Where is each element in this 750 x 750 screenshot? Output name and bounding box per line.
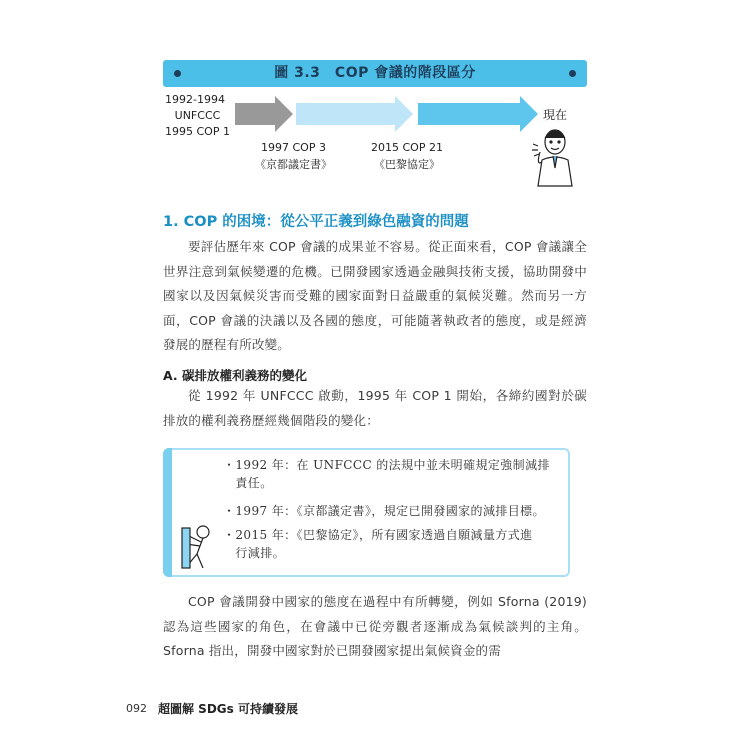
page-number: 092 bbox=[126, 702, 147, 715]
timeline-cop3-year: 1997 COP 3 bbox=[261, 141, 326, 154]
timeline-start-line: 1992-1994 bbox=[165, 93, 225, 106]
timeline-start-label bbox=[165, 92, 230, 140]
stage-item-line: 責任。 bbox=[223, 476, 273, 490]
timeline-cop3-treaty: 《京都議定書》 bbox=[255, 158, 332, 171]
pushing-figure-illustration bbox=[176, 520, 216, 576]
stage-item-line: ・1992 年：在 UNFCCC 的法規中並未明確規定強制減排 bbox=[223, 458, 550, 472]
section-heading: 1. COP 的困境：從公平正義到綠色融資的問題 bbox=[163, 214, 469, 230]
bullet-dot-icon bbox=[569, 70, 576, 77]
stage-item-1997 bbox=[223, 502, 568, 520]
timeline-cop3-label bbox=[255, 139, 332, 173]
subsection-heading: A. 碳排放權利義務的變化 bbox=[163, 368, 308, 383]
figure-title: 圖 3.3 COP 會議的階段區分 bbox=[274, 65, 476, 81]
timeline-cop21-year: 2015 COP 21 bbox=[371, 141, 443, 154]
stage-item-line: 行減排。 bbox=[223, 546, 286, 560]
stage-item-1992 bbox=[223, 456, 568, 492]
timeline-start-line: UNFCCC bbox=[174, 109, 221, 122]
book-title: 超圖解 SDGs 可持續發展 bbox=[158, 702, 298, 716]
stage-item-2015 bbox=[223, 526, 568, 562]
stages-box-accent bbox=[163, 448, 172, 577]
arrow-light-blue-icon bbox=[296, 96, 413, 132]
arrow-blue-icon bbox=[418, 96, 538, 132]
stage-item-line: ・2015 年：《巴黎協定》，所有國家透過自願減量方式進 bbox=[223, 528, 533, 542]
stage-item-line: ・1997 年：《京都議定書》，規定已開發國家的減排目標。 bbox=[223, 504, 545, 518]
timeline-cop21-label bbox=[371, 139, 443, 173]
timeline-cop21-treaty: 《巴黎協定》 bbox=[373, 158, 440, 171]
figure-title-banner bbox=[163, 60, 587, 87]
businessman-illustration bbox=[530, 122, 576, 188]
timeline-start-line: 1995 COP 1 bbox=[165, 125, 230, 138]
arrow-gray-icon bbox=[235, 96, 293, 132]
timeline-now-label: 現在 bbox=[543, 108, 568, 122]
paragraph-stages: 從 1992 年 UNFCCC 啟動，1995 年 COP 1 開始，各締約國對於碳排放的權利義務歷經幾個階段的變化： bbox=[163, 388, 587, 428]
paragraph-developing-countries: COP 會議開發中國家的態度在過程中有所轉變，例如 Sforna (2019) 認為這些國家的角色，在會議中已從旁觀者逐漸成為氣候談判的主角。Sforna 指出，開發中國家對於已開發國家提出氣候資金的需 bbox=[163, 594, 587, 658]
paragraph-intro: 要評估歷年來 COP 會議的成果並不容易。從正面來看，COP 會議讓全世界注意到氣候變遷的危機。已開發國家透過金融與技術支援，協助開發中國家以及因氣候災害而受難的國家面對日益嚴重的氣候災難。然而另一方面，COP 會議的決議以及各國的態度，可能隨著執政者的態度，或是經濟發展的歷程有所改變。 bbox=[163, 239, 587, 352]
